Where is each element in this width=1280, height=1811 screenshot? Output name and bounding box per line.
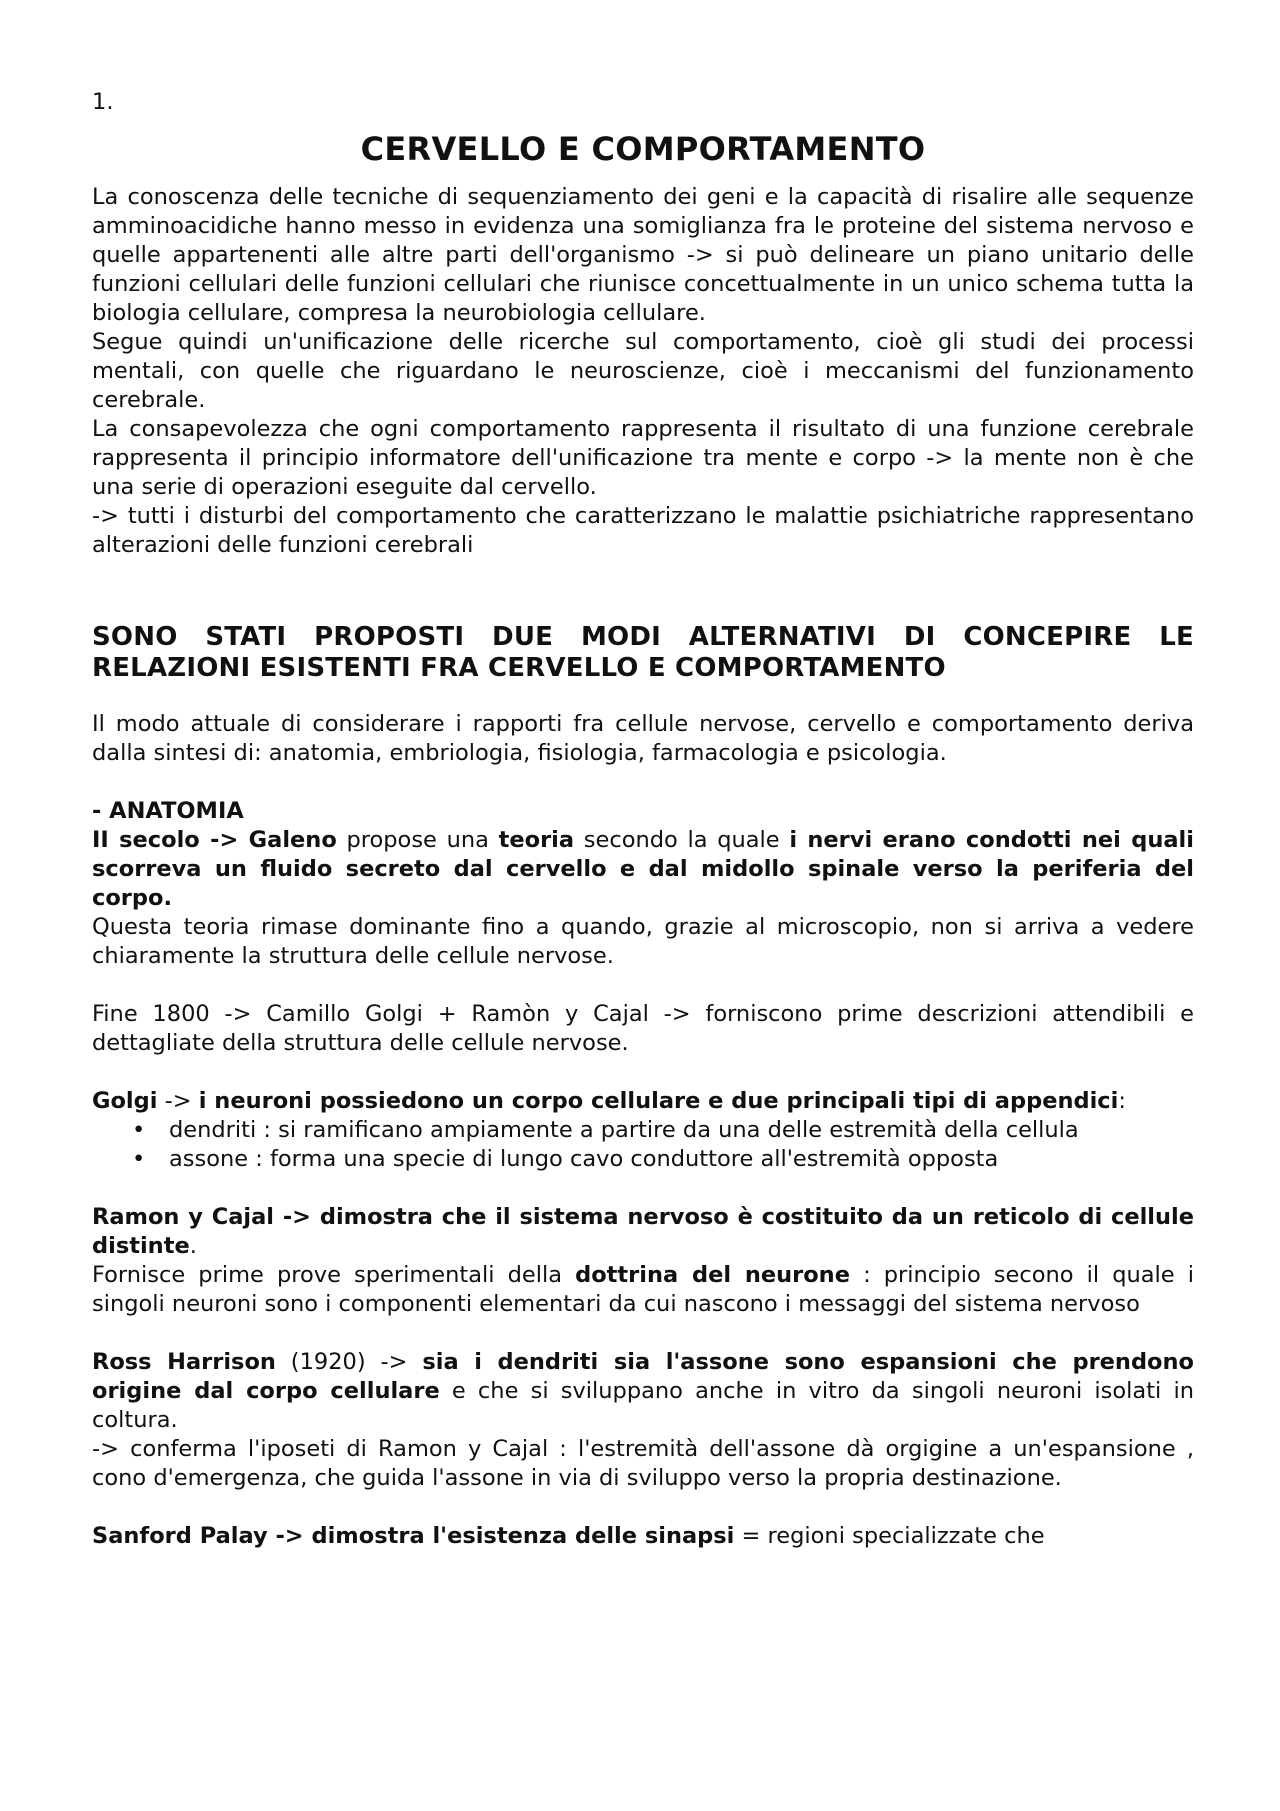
bullet-icon: • [132,1146,146,1172]
galeno-paragraph [92,826,1194,913]
intro-paragraph-1: La conoscenza delle tecniche di sequenziamento dei geni e la capacità di risalire alle sequenze amminoacidiche hanno messo in evidenza una somiglianza fra le proteine del sistema nervoso e quelle appartenenti alle altre parti dell'organismo -> si può delineare un piano unitario delle funzioni cellulari delle funzioni cellulari che riunisce concettualmente in un unico schema tutta la biologia cellulare, compresa la neurobiologia cellulare. [92,184,1194,326]
anatomia-heading: - ANATOMIA [92,798,244,824]
cajal-follow-text-2: : principio secono il quale i singoli neuroni sono i componenti elementari da cui nascono i messaggi del sistema nervoso [92,1262,1195,1317]
palay-paragraph [92,1522,1194,1551]
list-item-text: assone : forma una specie di lungo cavo conduttore all'estremità opposta [169,1146,999,1172]
harrison-bold-2: sia i dendriti sia l'assone sono espansioni che prendono origine dal corpo cellulare [92,1349,1194,1404]
document-title: CERVELLO E COMPORTAMENTO [360,130,926,168]
golgi-text-2: : [1118,1088,1126,1114]
cajal-bold-1: Ramon y Cajal -> dimostra che il sistema nervoso è costituito da un reticolo di cellule distinte [92,1204,1194,1259]
galeno-text-1: propose una [336,827,499,853]
bullet-icon: • [132,1117,146,1143]
palay-bold-1: Sanford Palay -> dimostra l'esistenza delle sinapsi [92,1523,735,1549]
cajal-follow-text-1: Fornisce prime prove sperimentali della [92,1262,576,1288]
harrison-text-2: e che si sviluppano anche in vitro da singoli neuroni isolati in coltura. [92,1378,1194,1433]
cajal-follow-bold-1: dottrina del neurone [575,1262,850,1288]
galeno-follow-paragraph: Questa teoria rimase dominante fino a quando, grazie al microscopio, non si arriva a vedere chiaramente la struttura delle cellule nervose. [92,914,1194,969]
harrison-bold-1: Ross Harrison [92,1349,276,1375]
harrison-follow-paragraph: -> conferma l'iposeti di Ramon y Cajal : l'estremità dell'assone dà orgigine a un'espansione , cono d'emergenza, che guida l'assone in via di sviluppo verso la propria destinazione. [92,1436,1194,1491]
list-item [92,1145,1194,1174]
cajal-paragraph [92,1203,1194,1261]
cajal-follow-paragraph [92,1261,1194,1319]
list-item [92,1116,1194,1145]
section-heading: SONO STATI PROPOSTI DUE MODI ALTERNATIVI DI CONCEPIRE LE RELAZIONI ESISTENTI FRA CERVELLO E COMPORTAMENTO [92,622,1194,683]
palay-text-1: = regioni specializzate che [734,1523,1045,1549]
galeno-bold-3: i nervi erano condotti nei quali scorreva un fluido secreto dal cervello e dal midollo spinale verso la periferia del corpo. [92,827,1194,911]
fine-1800-paragraph: Fine 1800 -> Camillo Golgi + Ramòn y Cajal -> forniscono prime descrizioni attendibili e dettagliate della struttura delle cellule nervose. [92,1001,1194,1056]
harrison-paragraph [92,1348,1194,1435]
section-intro: Il modo attuale di considerare i rapporti fra cellule nervose, cervello e comportamento deriva dalla sintesi di: anatomia, embriologia, fisiologia, farmacologia e psicologia. [92,711,1194,766]
golgi-text-1: -> [157,1088,199,1114]
page-number: 1. [92,89,114,115]
galeno-bold-1: II secolo -> Galeno [92,827,337,853]
list-item-text: dendriti : si ramificano ampiamente a partire da una delle estremità della cellula [169,1117,1079,1143]
galeno-bold-2: teoria [498,827,575,853]
harrison-text-1: (1920) -> [275,1349,423,1375]
intro-paragraph-4: -> tutti i disturbi del comportamento che caratterizzano le malattie psichiatriche rappresentano alterazioni delle funzioni cerebrali [92,503,1194,558]
golgi-paragraph [92,1087,1194,1116]
intro-paragraph-2: Segue quindi un'unificazione delle ricerche sul comportamento, cioè gli studi dei processi mentali, con quelle che riguardano le neuroscienze, cioè i meccanismi del funzionamento cerebrale. [92,329,1194,413]
appendici-list [92,1116,1194,1174]
document-page [92,88,1194,1551]
galeno-text-2: secondo la quale [574,827,790,853]
cajal-text-1: . [189,1233,197,1259]
intro-paragraph-3: La consapevolezza che ogni comportamento rappresenta il risultato di una funzione cerebrale rappresenta il principio informatore dell'unificazione tra mente e corpo -> la mente non è che una serie di operazioni eseguite dal cervello. [92,416,1194,500]
golgi-bold-1: Golgi [92,1088,158,1114]
golgi-bold-2: i neuroni possiedono un corpo cellulare e due principali tipi di appendici [198,1088,1119,1114]
